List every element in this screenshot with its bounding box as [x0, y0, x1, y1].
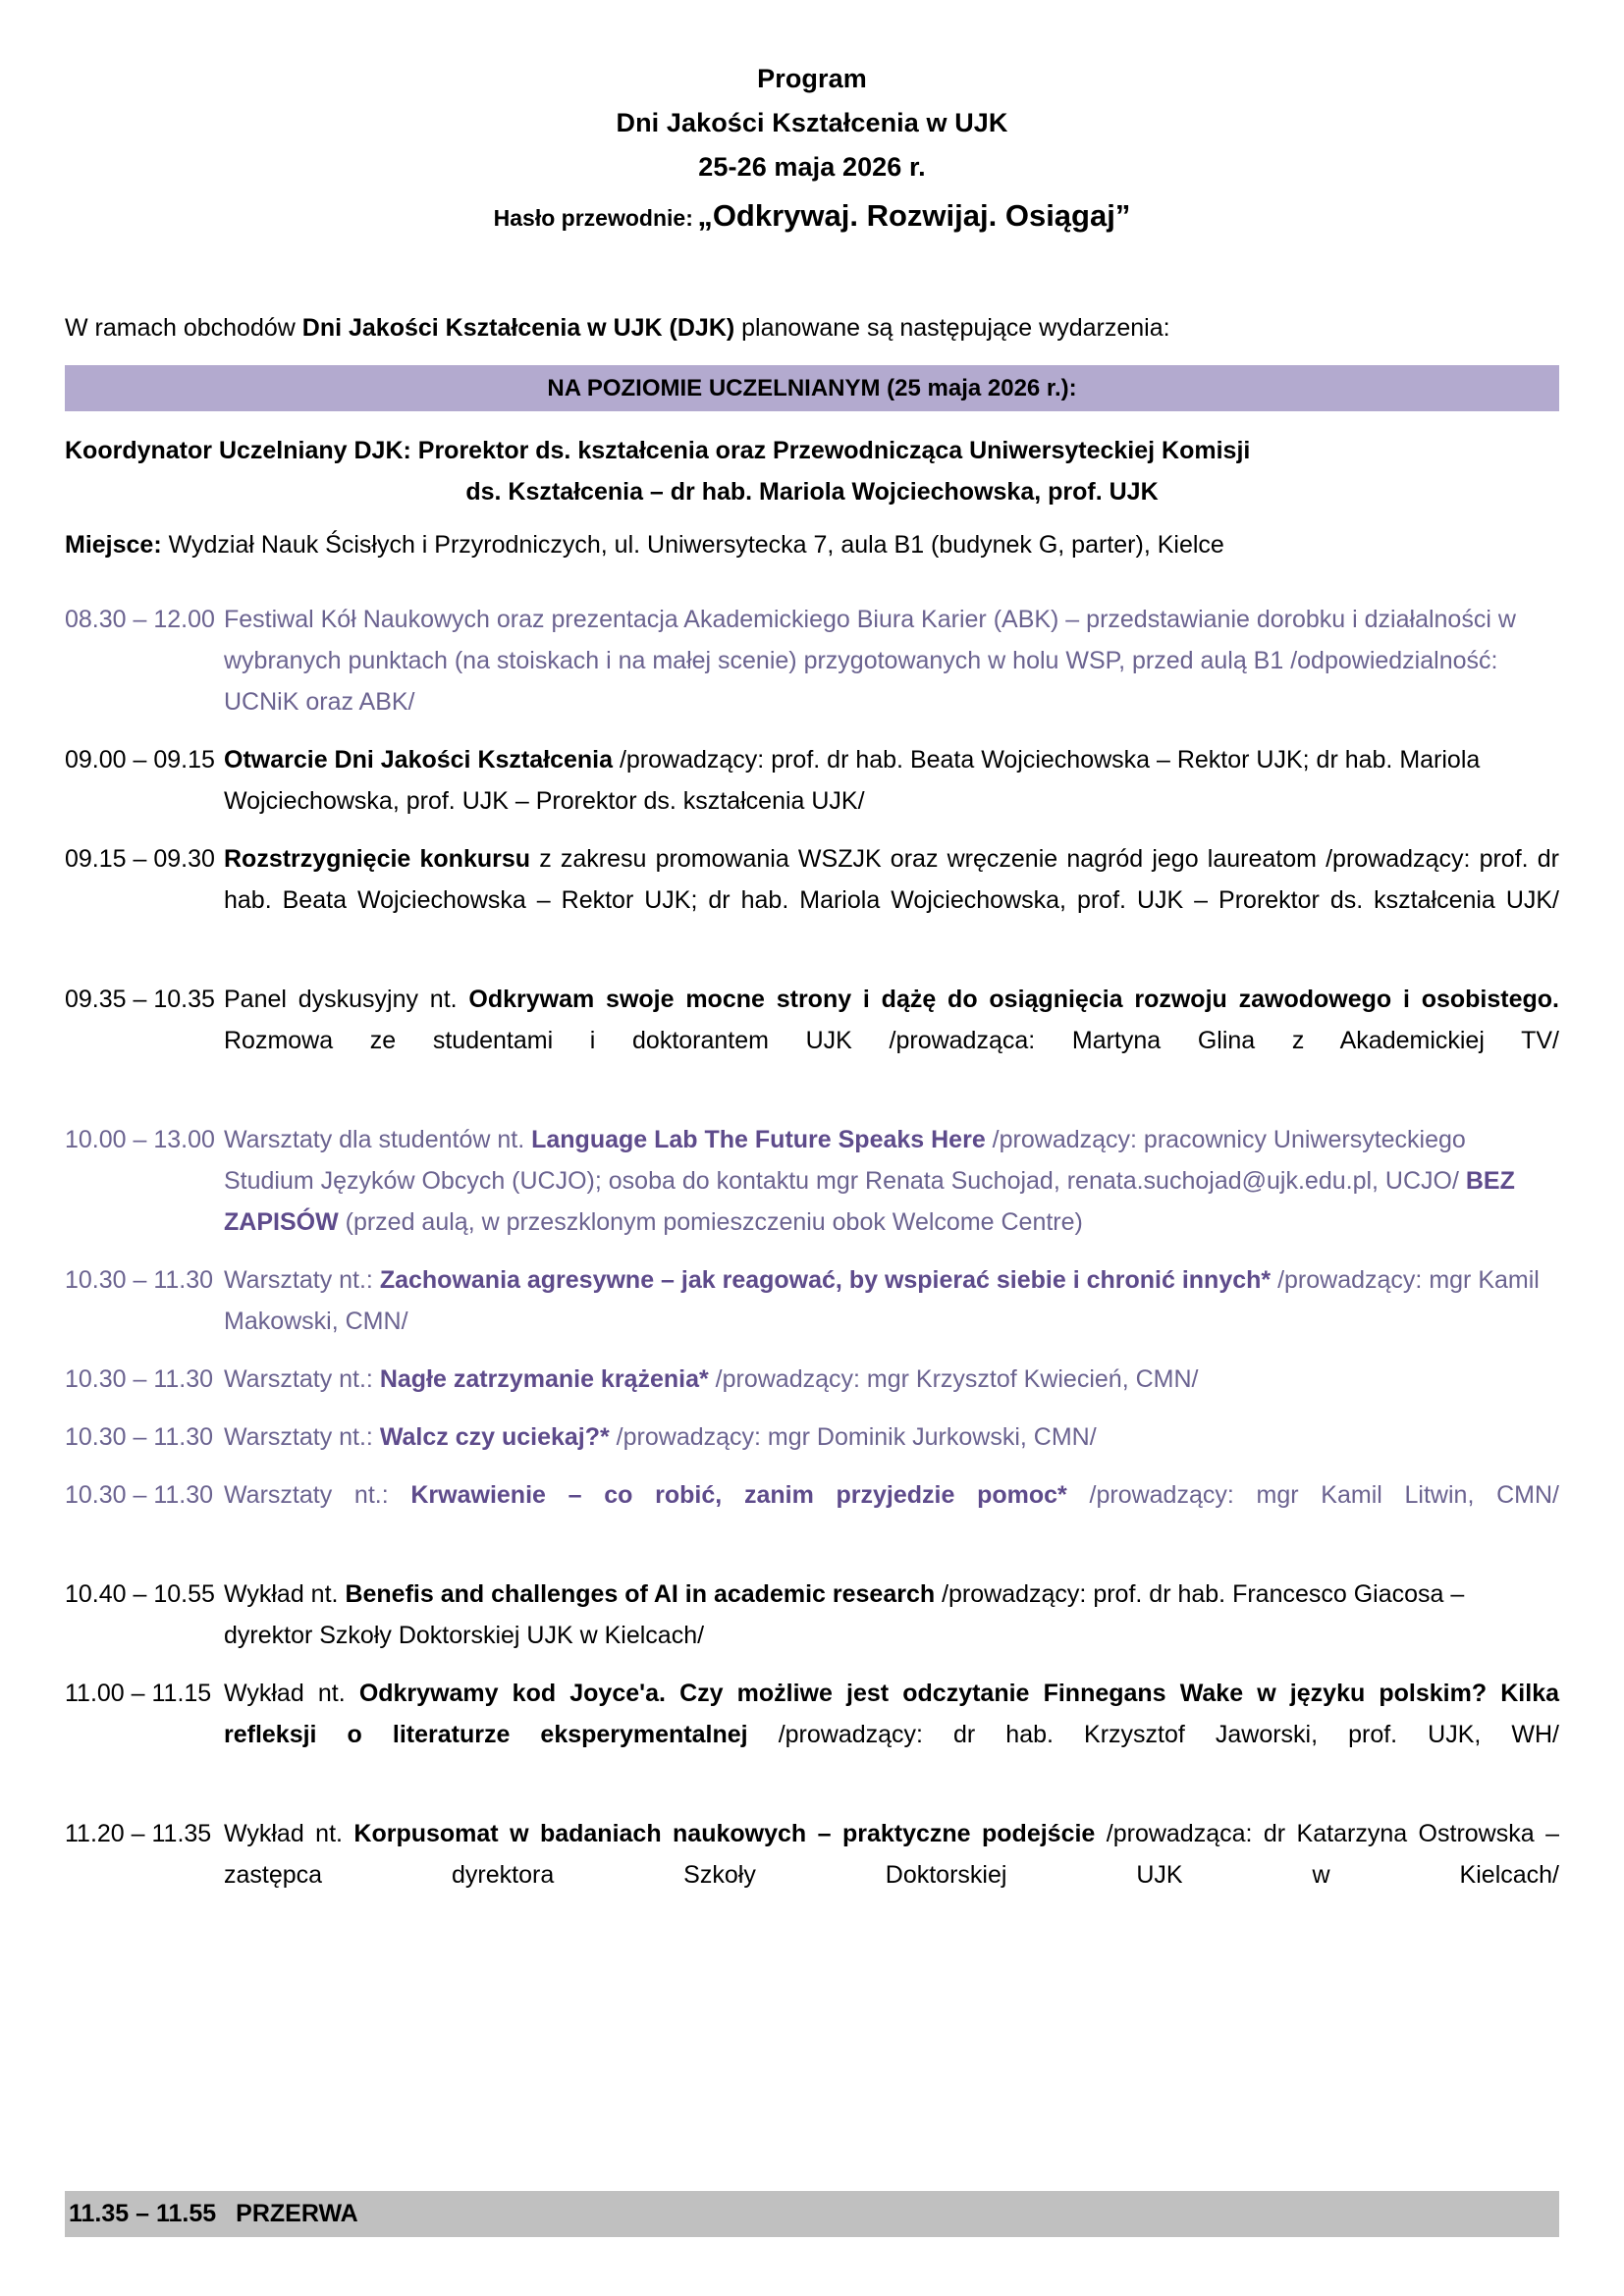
schedule-entry [65, 1813, 1559, 1937]
schedule-entry-text: Wykład nt. [224, 1820, 354, 1847]
title-line-program: Program [757, 64, 867, 93]
coordinator-line-2: ds. Kształcenia – dr hab. Mariola Wojciechowska, prof. UJK [465, 478, 1159, 506]
schedule-entry-text: /prowadzący: mgr Dominik Jurkowski, CMN/ [609, 1423, 1097, 1451]
schedule-entry-text: Warsztaty nt.: [224, 1481, 411, 1509]
intro-text-after: planowane są następujące wydarzenia: [734, 314, 1170, 342]
schedule-entry-description [212, 1474, 1559, 1557]
schedule-entry-text: Warsztaty nt.: [224, 1423, 380, 1451]
schedule-entry-highlight: Nagłe zatrzymanie krążenia* [379, 1365, 709, 1393]
schedule-entry-text: (przed aulą, w przeszklonym pomieszczeniu obok Welcome Centre) [338, 1208, 1083, 1236]
schedule-entry-highlight: Krwawienie – co robić, zanim przyjedzie pomoc* [410, 1481, 1067, 1509]
schedule-entry-time: 10.30 – 11.30 [65, 1266, 214, 1294]
schedule-entry [65, 1359, 1559, 1400]
schedule-entry-highlight: Walcz czy uciekaj?* [379, 1423, 610, 1451]
schedule-entry-highlight: Rozstrzygnięcie konkursu [224, 845, 531, 873]
break-bar-time: 11.35 – 11.55 [69, 2200, 217, 2227]
schedule-entry-text: z zakresu promowania WSZJK oraz wręczenie nagród jego laureatom /prowadzący: prof. dr hab. Beata Wojciechowska – Rektor UJK; dr hab. Mariola Wojciechowska, prof. UJK – Prorektor ds. kształcenia UJK/ [224, 845, 1559, 914]
motto-quote: „Odkrywaj. Rozwijaj. Osiągaj” [697, 198, 1131, 233]
section-banner-university-level: NA POZIOMIE UCZELNIANYM (25 maja 2026 r.): [65, 365, 1559, 411]
place-label: Miejsce: [65, 531, 162, 559]
coordinator-block [65, 430, 1559, 512]
motto-line [65, 191, 1559, 246]
schedule-entry-text: /prowadzący: mgr Krzysztof Kwiecień, CMN/ [708, 1365, 1199, 1393]
schedule-entry-description [212, 1259, 1559, 1342]
schedule-entry-text: /prowadzący: pracownicy Uniwersyteckiego Studium Języków Obcych (UCJO); osoba do kontaktu mgr Renata Suchojad, renata.suchojad@ujk.edu.pl, UCJO/ [224, 1126, 1466, 1195]
schedule-entry [65, 1474, 1559, 1557]
schedule-entry-highlight: Korpusomat w badaniach naukowych – praktyczne podejście [353, 1820, 1096, 1847]
schedule-entry-text: /prowadzący: prof. dr hab. Beata Wojciechowska – Rektor UJK; dr hab. Mariola Wojciechowska, prof. UJK – Prorektor ds. kształcenia UJK/ [224, 746, 1481, 815]
schedule-entry-time: 10.30 – 11.30 [65, 1423, 214, 1451]
schedule-entry-description [212, 1119, 1559, 1243]
intro-text-bold: Dni Jakości Kształcenia w UJK (DJK) [301, 314, 735, 342]
schedule-entry-text: Wykład nt. [224, 1580, 346, 1608]
schedule-entry [65, 1259, 1559, 1342]
schedule-entry-highlight: Zachowania agresywne – jak reagować, by wspierać siebie i chronić innych* [379, 1266, 1272, 1294]
document-title-block [65, 0, 1559, 246]
schedule-entry-text: Wykład nt. [224, 1680, 359, 1707]
schedule-entry [65, 1416, 1559, 1458]
schedule-entry-text: /prowadzący: dr hab. Krzysztof Jaworski, prof. UJK, WH/ [747, 1721, 1559, 1748]
schedule-entry-description [212, 599, 1559, 722]
schedule-entry-time: 08.30 – 12.00 [65, 606, 215, 633]
schedule-entry-text: /prowadzący: mgr Kamil Makowski, CMN/ [224, 1266, 1540, 1335]
schedule-entry-time: 10.00 – 13.00 [65, 1126, 215, 1153]
schedule-entry-description [212, 838, 1559, 962]
motto-prefix: Hasło przewodnie: [493, 205, 693, 231]
schedule-entry-text: Warsztaty dla studentów nt. [224, 1126, 532, 1153]
schedule-entry-time: 11.00 – 11.15 [65, 1680, 212, 1707]
schedule-entry [65, 979, 1559, 1102]
intro-text-before: W ramach obchodów [65, 314, 302, 342]
schedule-entry [65, 838, 1559, 962]
break-bar [65, 2191, 1559, 2237]
break-bar-label: PRZERWA [236, 2200, 358, 2227]
schedule-entry [65, 1673, 1559, 1796]
place-value: Wydział Nauk Ścisłych i Przyrodniczych, ul. Uniwersytecka 7, aula B1 (budynek G, parter), Kielce [161, 531, 1224, 559]
title-line-event-name: Dni Jakości Kształcenia w UJK [616, 108, 1008, 137]
schedule-entry-highlight: Odkrywamy kod Joyce'a. Czy możliwe jest odczytanie Finnegans Wake w języku polskim? Kilka refleksji o literaturze eksperymentalnej [224, 1680, 1559, 1748]
schedule-entry-text: /prowadząca: dr Katarzyna Ostrowska – zastępca dyrektora Szkoły Doktorskiej UJK w Kielcach/ [224, 1820, 1559, 1889]
schedule-entry-text: Warsztaty nt.: [224, 1365, 380, 1393]
schedule-entry-text: Rozmowa ze studentami i doktorantem UJK /prowadząca: Martyna Glina z Akademickiej TV/ [224, 1027, 1559, 1054]
schedule-entry-text: /prowadzący: prof. dr hab. Francesco Giacosa – dyrektor Szkoły Doktorskiej UJK w Kielcach/ [224, 1580, 1465, 1649]
schedule-entry-description [212, 1813, 1559, 1937]
schedule-entry-description [212, 979, 1559, 1102]
coordinator-line-1: Koordynator Uczelniany DJK: Prorektor ds. kształcenia oraz Przewodnicząca Uniwersyteckiej Komisji [65, 437, 1251, 464]
schedule-entry-text: Festiwal Kół Naukowych oraz prezentacja Akademickiego Biura Karier (ABK) – przedstawianie dorobku i działalności w wybranych punktach (na stoiskach i na małej scenie) przygotowanych w holu WSP, przed aulą B1 /odpowiedzialność: UCNiK oraz ABK/ [224, 606, 1516, 716]
schedule-entry-time: 11.20 – 11.35 [65, 1820, 212, 1847]
schedule-entry-time: 09.15 – 09.30 [65, 845, 215, 873]
schedule-entry-time: 09.35 – 10.35 [65, 986, 215, 1013]
schedule-entry-highlight: BEZ ZAPISÓW [224, 1167, 1515, 1236]
schedule-entry [65, 1574, 1559, 1656]
schedule-entry-highlight: Odkrywam swoje mocne strony i dążę do osiągnięcia rozwoju zawodowego i osobistego. [468, 986, 1559, 1013]
schedule-entry [65, 1119, 1559, 1243]
schedule-entry-description [212, 1416, 1559, 1458]
schedule-entry-description [212, 739, 1559, 822]
schedule-entry-time: 10.30 – 11.30 [65, 1365, 214, 1393]
schedule-entry [65, 599, 1559, 722]
schedule-entry-highlight: Benefis and challenges of AI in academic research [345, 1580, 936, 1608]
schedule-entry-description [212, 1673, 1559, 1796]
schedule-entry-time: 10.30 – 11.30 [65, 1481, 214, 1509]
title-line-dates: 25-26 maja 2026 r. [698, 152, 926, 182]
schedule-entry-text: /prowadzący: mgr Kamil Litwin, CMN/ [1066, 1481, 1559, 1509]
schedule-entry-text: Warsztaty nt.: [224, 1266, 380, 1294]
schedule-entry-highlight: Otwarcie Dni Jakości Kształcenia [224, 746, 614, 774]
schedule-entry-time: 10.40 – 10.55 [65, 1580, 215, 1608]
schedule-entry-description [212, 1574, 1559, 1656]
schedule-entry [65, 739, 1559, 822]
schedule-list [65, 599, 1559, 1937]
schedule-entry-description [212, 1359, 1559, 1400]
schedule-entry-text: Panel dyskusyjny nt. [224, 986, 469, 1013]
schedule-entry-highlight: Language Lab The Future Speaks Here [531, 1126, 986, 1153]
place-line [65, 526, 1559, 563]
schedule-entry-time: 09.00 – 09.15 [65, 746, 215, 774]
intro-paragraph [65, 309, 1559, 347]
